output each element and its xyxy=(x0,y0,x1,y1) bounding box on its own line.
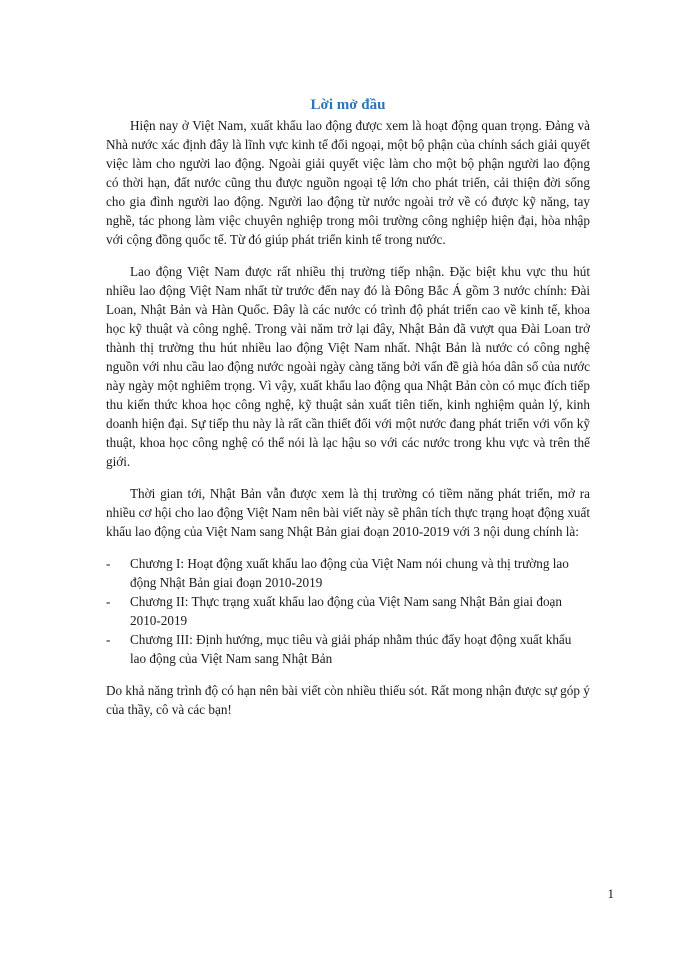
chapter-item-3 xyxy=(106,630,590,668)
chapter-list xyxy=(106,554,590,668)
chapter-text: Chương III: Định hướng, mục tiêu và giải pháp nhằm thúc đẩy hoạt động xuất khẩu lao động của Việt Nam sang Nhật Bản xyxy=(130,632,572,666)
intro-paragraph: Hiện nay ở Việt Nam, xuất khẩu lao động được xem là hoạt động quan trọng. Đảng và Nhà nước xác định đây là lĩnh vực kinh tế đối ngoại, một bộ phận của chính sách giải quyết việc làm cho người lao động. Ngoài giải quyết việc làm cho một bộ phận người lao động có thời hạn, đất nước cũng thu được nguồn ngoại tệ lớn cho phát triển, cải thiện đời sống cho gia đình người lao động. Người lao động từ nước ngoài trở về có được kỹ năng, tay nghề, tác phong làm việc chuyên nghiệp trong môi trường công nghiệp hiện đại, hòa nhập với cộng đồng quốc tế. Từ đó giúp phát triển kinh tế trong nước. xyxy=(106,118,590,247)
document-body xyxy=(106,95,590,719)
dash-bullet: - xyxy=(106,632,111,647)
document-title: Lời mở đầu xyxy=(310,97,386,113)
page-number: 1 xyxy=(607,886,614,901)
closing-paragraph: Do khả năng trình độ có hạn nên bài viết còn nhiều thiếu sót. Rất mong nhận được sự góp ý của thầy, cô và các bạn! xyxy=(106,683,590,717)
chapter-item-2 xyxy=(106,592,590,630)
dash-bullet: - xyxy=(106,594,111,609)
outline-paragraph: Thời gian tới, Nhật Bản vẫn được xem là thị trường có tiềm năng phát triển, mở ra nhiều cơ hội cho lao động Việt Nam nên bài viết này sẽ phân tích thực trạng hoạt động xuất khẩu lao động của Việt Nam sang Nhật Bản giai đoạn 2010-2019 với 3 nội dung chính là: xyxy=(106,486,590,539)
chapter-text: Chương II: Thực trạng xuất khẩu lao động của Việt Nam sang Nhật Bản giai đoạn 2010-2019 xyxy=(130,594,562,628)
dash-bullet: - xyxy=(106,556,111,571)
chapter-text: Chương I: Hoạt động xuất khẩu lao động của Việt Nam nói chung và thị trường lao động Nhật Bản giai đoạn 2010-2019 xyxy=(130,556,569,590)
chapter-item-1 xyxy=(106,554,590,592)
market-paragraph: Lao động Việt Nam được rất nhiều thị trường tiếp nhận. Đặc biệt khu vực thu hút nhiều lao động Việt Nam nhất từ trước đến nay đó là Đông Bắc Á gồm 3 nước chính: Đài Loan, Nhật Bản và Hàn Quốc. Đây là các nước có trình độ phát triển cao về kinh tế, khoa học kỹ thuật và công nghệ. Trong vài năm trở lại đây, Nhật Bản đã vượt qua Đài Loan trở thành thị trường thu hút nhiều lao động Việt Nam nhất. Nhật Bản là nước có công nghệ nguồn với nhu cầu lao động nước ngoài ngày càng tăng bởi vấn đề già hóa dân số của nước này ngày một nghiêm trọng. Vì vậy, xuất khẩu lao động qua Nhật Bản còn có mục đích tiếp thu kiến thức khoa học công nghệ, kỹ thuật sản xuất tiên tiến, kinh nghiệm quản lý, kinh doanh hiện đại. Sự tiếp thu này là rất cần thiết đối với một nước đang phát triển với vốn kỹ thuật, khoa học công nghệ có thể nói là lạc hậu so với các nước trong khu vực và trên thế giới. xyxy=(106,264,590,469)
